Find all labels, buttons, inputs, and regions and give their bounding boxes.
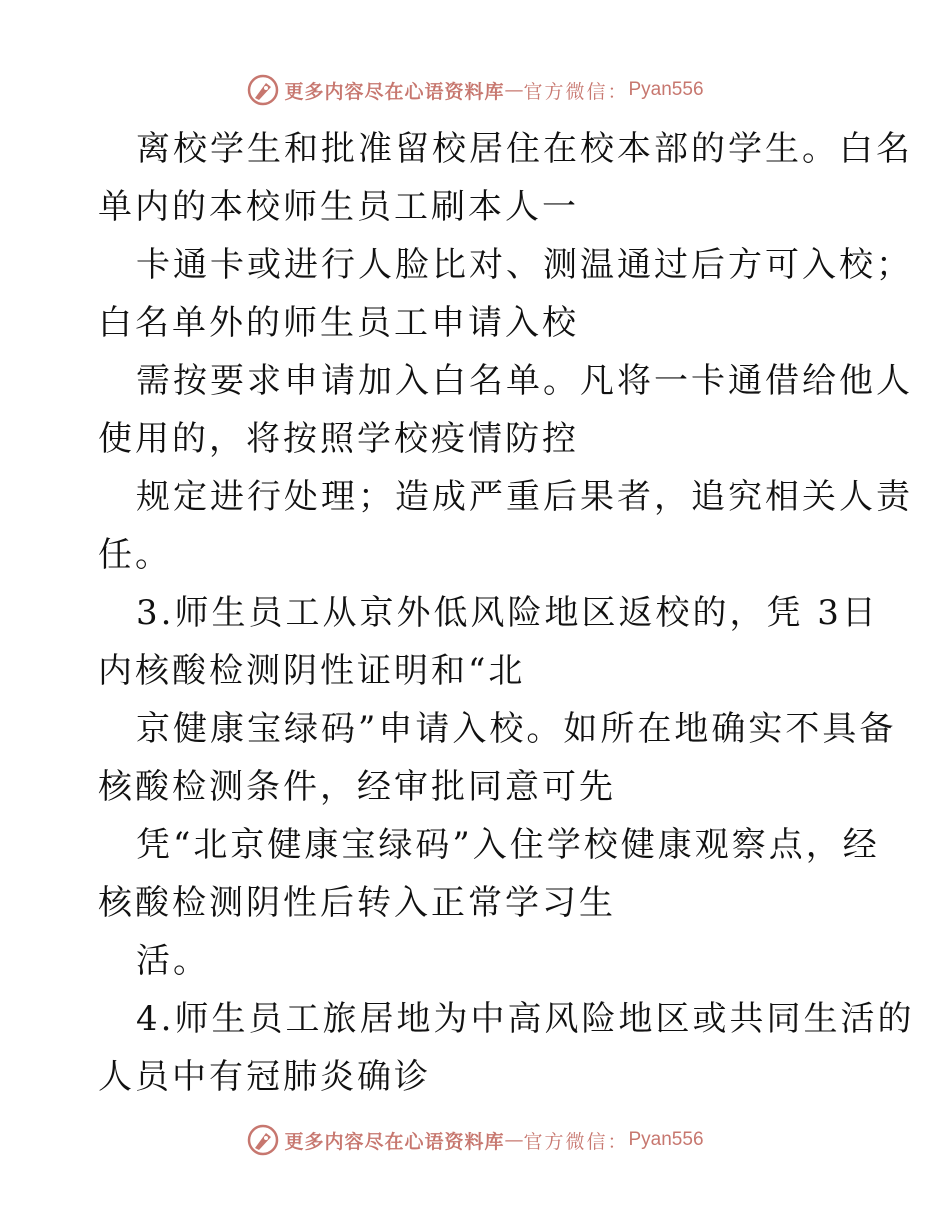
- header-banner: [0, 70, 950, 110]
- text-line: 3.师生员工从京外低风险地区返校的，凭 3日: [136, 593, 879, 633]
- text-line: 单内的本校师生员工刷本人一: [98, 187, 579, 227]
- text-line: 人员中有冠肺炎确诊: [98, 1057, 431, 1097]
- text-line: 内核酸检测阴性证明和“北: [98, 651, 526, 691]
- text-line: 任。: [98, 535, 172, 575]
- text-line: 使用的，将按照学校疫情防控: [98, 419, 579, 459]
- banner-brand-text: 更多内容尽在心语资料库: [284, 80, 505, 103]
- pen-nib-circle-icon: [246, 73, 280, 107]
- footer-banner: [0, 1120, 950, 1160]
- text-line: 白名单外的师生员工申请入校: [98, 303, 579, 343]
- banner-official-label: 官方微信：: [523, 1130, 629, 1153]
- text-line: 核酸检测阴性后转入正常学习生: [98, 883, 616, 923]
- banner-dash: —: [504, 79, 524, 101]
- pen-nib-circle-icon: [246, 1123, 280, 1157]
- banner-brand-text: 更多内容尽在心语资料库: [284, 1130, 505, 1153]
- text-line: 京健康宝绿码”申请入校。如所在地确实不具备: [136, 709, 897, 749]
- text-line: 离校学生和批准留校居住在校本部的学生。白名: [136, 129, 913, 169]
- banner-wechat-id: Pyan556: [628, 1129, 704, 1150]
- text-line: 规定进行处理；造成严重后果者，追究相关人责: [136, 477, 913, 517]
- text-line: 凭“北京健康宝绿码”入住学校健康观察点，经: [136, 825, 880, 865]
- text-line: 4.师生员工旅居地为中高风险地区或共同生活的: [136, 999, 915, 1039]
- text-line: 卡通卡或进行人脸比对、测温通过后方可入校；: [136, 245, 913, 285]
- banner-dash: —: [504, 1129, 524, 1151]
- banner-official-label: 官方微信：: [523, 80, 629, 103]
- document-body: [98, 120, 915, 1106]
- text-line: 核酸检测条件，经审批同意可先: [98, 767, 616, 807]
- text-line: 活。: [136, 941, 210, 981]
- banner-wechat-id: Pyan556: [628, 79, 704, 100]
- text-line: 需按要求申请加入白名单。凡将一卡通借给他人: [136, 361, 913, 401]
